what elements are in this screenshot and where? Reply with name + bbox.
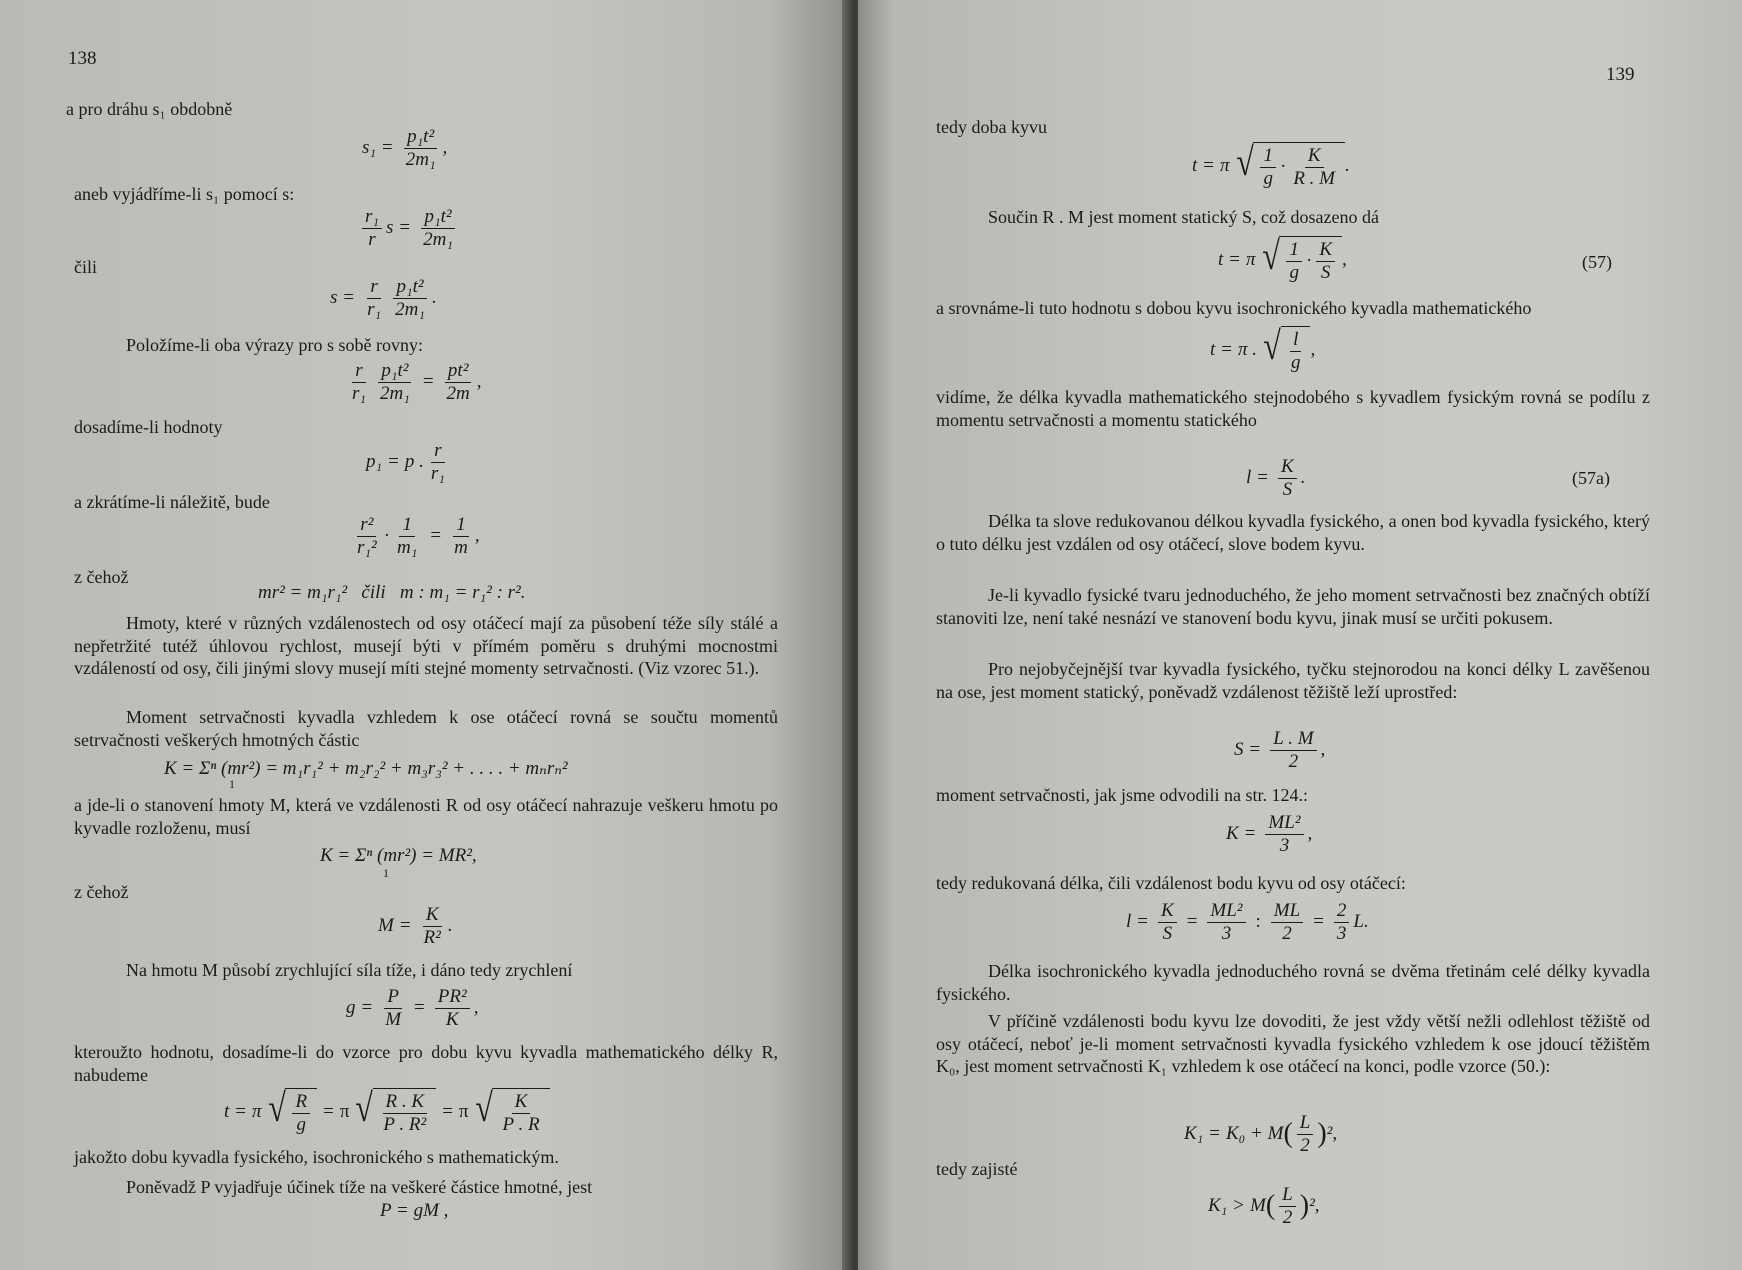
- equation-M: M = $\frac{K}{\text{R²}}$ .: [378, 904, 453, 948]
- text-zkratime: a zkrátíme-li náležitě, bude: [74, 492, 270, 512]
- equation-t-main: t = π √ $\frac{R}{g}$ = π √ $\frac{R . K}{\text{P . R²}}$ = π √ $\frac{K}{P . R}$: [224, 1088, 550, 1136]
- page-number-left: 138: [68, 48, 97, 69]
- paragraph-jakozto: jakožto dobu kyvadla fysického, isochronického s mathematickým.: [74, 1147, 559, 1167]
- text-polozime: Položíme-li oba výrazy pro s sobě rovny:: [126, 335, 423, 355]
- equation-t-math: t = π . √ $\frac{l}{g}$ ,: [1210, 323, 1316, 373]
- paragraph-soucin: Součin R . M jest moment statický S, což dosazeno dá: [988, 207, 1379, 227]
- paragraph-tedy-redukovana: tedy redukovaná délka, čili vzdálenost bodu kyvu od osy otáčecí:: [936, 873, 1406, 893]
- equation-57: t = π √ $\frac{1}{g}$ · $\frac{K}{S}$ ,: [1218, 233, 1347, 283]
- equation-K: K = $\frac{\text{ML²}}{3}$ ,: [1226, 812, 1313, 856]
- paragraph-moment-setrvacnosti: moment setrvačnosti, jak jsme odvodili na str. 124.:: [936, 785, 1308, 805]
- paragraph-kterouzto: kteroužto hodnotu, dosadíme-li do vzorce pro dobu kyvu kyvadla mathematického délky R, nabudeme: [74, 1042, 778, 1085]
- equation-K-sum: K = Σⁿ (mr²) = m₁r₁² + m₂r₂² + m₃r₃² + . . . . + mₙrₙ²: [164, 758, 568, 779]
- text-aneb: aneb vyjádříme-li s₁ pomocí s:: [74, 184, 295, 204]
- paragraph-vidime: vidíme, že délka kyvadla mathematického stejnodobého s kyvadlem fysickým rovná se podílu z momentu setrvačnosti a momentu statického: [936, 387, 1650, 430]
- equation-K1: K₁ = K₀ + M ( $\frac{L}{2}$ ) ²,: [1184, 1112, 1338, 1156]
- paragraph-jde-li: a jde-li o stanovení hmoty M, která ve vzdálenosti R od osy otáčecí nahrazuje veškeru hmotu po kyvadle rozloženu, musí: [74, 795, 778, 838]
- equation-number-57: (57): [1582, 252, 1612, 272]
- paragraph-moment: Moment setrvačnosti kyvadla vzhledem k ose otáčecí rovná se součtu momentů setrvačnosti veškerých hmotných částic: [74, 707, 778, 750]
- equation-l: l = $\frac{K}{S}$ = $\frac{\text{ML²}}{3}$ : $\frac{ML}{2}$ = $\frac{2}{3}$ L.: [1126, 900, 1369, 944]
- equation-K-sum-lower: 1: [229, 777, 235, 791]
- left-page: [0, 0, 852, 1270]
- paragraph-v-pricine: V příčině vzdálenosti bodu kyvu lze dovoditi, že jest vždy větší nežli odlehlost těžiště od osy otáčecí, neboť je-li moment setrvačnosti kyvadla fysického vzhledem k ose jdoucí těžištěm K₀, jest moment setrvačnosti K₁ vzhledem k ose otáčecí na konci, podle vzorce (50.):: [936, 1011, 1650, 1076]
- text-cili: čili: [74, 257, 97, 277]
- equation-p1: p₁ = p . $\frac{r}{\text{r₁}}$: [366, 440, 445, 484]
- paragraph-delka: Délka ta slove redukovanou délkou kyvadla fysického, a onen bod kyvadla fysického, který o tuto délku jest vzdálen od osy otáčecí, slove bodem kyvu.: [936, 511, 1650, 554]
- text-z-cehoz-1: z čehož: [74, 567, 129, 587]
- equation-ratio: $\frac{\text{r²}}{\text{r₁²}}$ · $\frac{1}{\text{m₁}}$ = $\frac{1}{m}$ ,: [357, 514, 480, 558]
- paragraph-ponevadz: Poněvadž P vyjadřuje účinek tíže na veškeré částice hmotné, jest: [126, 1177, 593, 1197]
- text-dosadime: dosadíme-li hodnoty: [74, 417, 223, 437]
- paragraph-pro-nejobycejnejsi: Pro nejobyčejnější tvar kyvadla fysického, tyčku stejnorodou na konci délky L zavěšenou na ose, jest moment statický, poněvadž vzdálenost těžiště leží uprostřed:: [936, 659, 1650, 702]
- equation-equal-paths: $\frac{r}{\text{r₁}}$ $\frac{\text{p₁t²}}{\text{2m₁}}$ = $\frac{\text{pt²}}{2m}$ ,: [352, 360, 482, 404]
- paragraph-je-li: Je-li kyvadlo fysické tvaru jednoduchého, že jeho moment setrvačnosti bez značných obtíží stanoviti lze, není také nesnází ve stanovení bodu kyvu, jinak musí se určiti pokusem.: [936, 585, 1650, 628]
- equation-K1-greater: K₁ > M ( $\frac{L}{2}$ ) ²,: [1208, 1184, 1320, 1228]
- text-tedy-doba: tedy doba kyvu: [936, 117, 1047, 137]
- equation-K-MR-lower: 1: [383, 866, 389, 880]
- equation-P: P = gM ,: [380, 1200, 449, 1221]
- equation-S: S = $\frac{L . M}{2}$ ,: [1234, 728, 1326, 772]
- equation-s1: s₁ = $\frac{\text{p₁t²}}{\text{2m₁}}$ ,: [362, 126, 448, 170]
- equation-s: s = $\frac{r}{\text{r₁}}$ $\frac{\text{p₁t²}}{\text{2m₁}}$ .: [330, 276, 437, 320]
- equation-57a: l = $\frac{K}{S}$ .: [1246, 456, 1306, 500]
- text-tedy-zajiste: tedy zajisté: [936, 1159, 1018, 1179]
- right-page: [858, 0, 1742, 1270]
- equation-mr: mr² = m₁r₁² čili m : m₁ = r₁² : r².: [258, 582, 526, 603]
- paragraph-na-hmotu: Na hmotu M působí zrychlující síla tíže, i dáno tedy zrychlení: [126, 960, 573, 980]
- text-pro-drahu: a pro dráhu s₁ obdobně: [66, 99, 233, 119]
- equation-K-MR: K = Σⁿ (mr²) = MR²,: [320, 845, 477, 866]
- page-number-right: 139: [1606, 64, 1635, 85]
- text-z-cehoz-2: z čehož: [74, 882, 129, 902]
- paragraph-hmoty: Hmoty, které v různých vzdálenostech od osy otáčecí mají za působení téže síly stálé a nepřetržité tutéž úhlovou rychlost, musejí býti v přímém poměru s druhými mocnostmi vzdáleností od osy, čili jinými slovy musejí míti stejné momenty setrvačnosti. (Viz vzorec 51.).: [74, 613, 778, 678]
- paragraph-delka-isochronickeho: Délka isochronického kyvadla jednoduchého rovná se dvěma třetinám celé délky kyvadla fysického.: [936, 961, 1650, 1004]
- equation-t1: t = π √ $\frac{1}{g}$ · $\frac{K}{R . M}$ .: [1192, 139, 1350, 189]
- equation-number-57a: (57a): [1572, 468, 1610, 488]
- paragraph-srovname: a srovnáme-li tuto hodnotu s dobou kyvu isochronického kyvadla mathematického: [936, 298, 1532, 318]
- equation-r1-over-r: $\frac{\text{r₁}}{r}$ s = $\frac{\text{p₁t²}}{\text{2m₁}}$: [358, 206, 460, 251]
- equation-g: g = $\frac{P}{M}$ = $\frac{\text{PR²}}{K}$ ,: [346, 986, 479, 1030]
